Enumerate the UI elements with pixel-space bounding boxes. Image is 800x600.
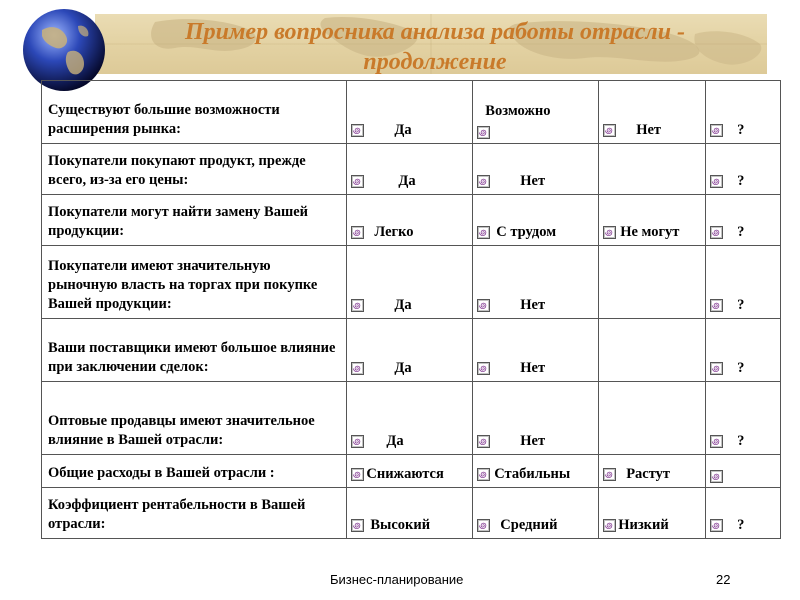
page-number: 22: [716, 572, 731, 587]
swirl-checkbox-icon[interactable]: [351, 362, 364, 375]
option-label: Стабильны: [494, 466, 571, 482]
option-cell[interactable]: [473, 246, 599, 319]
option-label: Нет: [520, 433, 546, 449]
option-label: Нет: [520, 360, 546, 376]
option-cell[interactable]: [473, 488, 599, 539]
question-cell: Существуют большие возможности расширения рынка:: [42, 81, 347, 144]
option-label: ?: [737, 517, 745, 533]
option-label: Да: [398, 173, 416, 189]
swirl-checkbox-icon[interactable]: [710, 124, 723, 137]
swirl-checkbox-icon[interactable]: [351, 519, 364, 532]
option-label: Нет: [520, 173, 546, 189]
table-row: [42, 382, 781, 455]
option-label: Снижаются: [366, 466, 444, 482]
swirl-checkbox-icon[interactable]: [710, 519, 723, 532]
swirl-checkbox-icon[interactable]: [351, 124, 364, 137]
option-label: Не могут: [620, 224, 680, 240]
swirl-checkbox-icon[interactable]: [710, 362, 723, 375]
swirl-checkbox-icon[interactable]: [710, 470, 723, 483]
option-label: Да: [386, 433, 404, 449]
option-label: Легко: [374, 224, 414, 240]
questionnaire-table: [41, 80, 781, 539]
option-cell[interactable]: [706, 144, 781, 195]
swirl-checkbox-icon[interactable]: [477, 299, 490, 312]
table-row: [42, 455, 781, 488]
option-label: Высокий: [370, 517, 431, 533]
table-row: [42, 488, 781, 539]
option-cell: [599, 382, 706, 455]
swirl-checkbox-icon[interactable]: [710, 175, 723, 188]
swirl-checkbox-icon[interactable]: [477, 175, 490, 188]
option-label: ?: [737, 173, 745, 189]
option-cell: [599, 144, 706, 195]
question-cell: Ваши поставщики имеют большое влияние при заключении сделок:: [42, 319, 347, 382]
table-row: [42, 319, 781, 382]
swirl-checkbox-icon[interactable]: [477, 468, 490, 481]
question-cell: Покупатели могут найти замену Вашей продукции:: [42, 195, 347, 246]
option-cell[interactable]: [347, 455, 473, 488]
option-cell[interactable]: [599, 195, 706, 246]
option-cell[interactable]: [706, 488, 781, 539]
option-label: Да: [394, 122, 412, 138]
option-cell[interactable]: [473, 144, 599, 195]
swirl-checkbox-icon[interactable]: [351, 175, 364, 188]
option-cell[interactable]: [347, 195, 473, 246]
option-cell[interactable]: [473, 319, 599, 382]
option-label: ?: [737, 297, 745, 313]
swirl-checkbox-icon[interactable]: [603, 124, 616, 137]
swirl-checkbox-icon[interactable]: [351, 435, 364, 448]
option-label: С трудом: [496, 224, 557, 240]
option-label: ?: [737, 360, 745, 376]
table-row: [42, 81, 781, 144]
option-cell[interactable]: [599, 488, 706, 539]
swirl-checkbox-icon[interactable]: [710, 299, 723, 312]
option-cell[interactable]: [706, 319, 781, 382]
option-cell[interactable]: [473, 81, 599, 144]
option-cell[interactable]: [473, 455, 599, 488]
table-row: [42, 144, 781, 195]
option-label: Растут: [626, 466, 671, 482]
swirl-checkbox-icon[interactable]: [351, 468, 364, 481]
page-title: Пример вопросника анализа работы отрасли - продолжение: [184, 19, 686, 75]
option-cell[interactable]: [599, 81, 706, 144]
table-row: [42, 195, 781, 246]
option-label: ?: [737, 224, 745, 240]
option-label: ?: [737, 433, 745, 449]
option-cell[interactable]: [706, 81, 781, 144]
option-cell[interactable]: [347, 81, 473, 144]
option-cell[interactable]: [347, 319, 473, 382]
swirl-checkbox-icon[interactable]: [477, 226, 490, 239]
option-label: Нет: [520, 297, 546, 313]
option-label: ?: [737, 122, 745, 138]
swirl-checkbox-icon[interactable]: [477, 519, 490, 532]
option-label: Низкий: [618, 517, 669, 533]
table-row: [42, 246, 781, 319]
footer-label: Бизнес-планирование: [330, 572, 464, 587]
swirl-checkbox-icon[interactable]: [351, 299, 364, 312]
question-cell: Общие расходы в Вашей отрасли :: [42, 455, 347, 488]
option-cell[interactable]: [706, 246, 781, 319]
option-label: Средний: [500, 517, 558, 533]
swirl-checkbox-icon[interactable]: [603, 468, 616, 481]
option-cell[interactable]: [347, 382, 473, 455]
option-cell: [599, 246, 706, 319]
option-cell[interactable]: [473, 195, 599, 246]
option-cell[interactable]: [347, 246, 473, 319]
swirl-checkbox-icon[interactable]: [603, 519, 616, 532]
option-cell[interactable]: [706, 195, 781, 246]
option-cell[interactable]: [473, 382, 599, 455]
question-cell: Покупатели имеют значительную рыночную власть на торгах при покупке Вашей продукции:: [42, 246, 347, 319]
swirl-checkbox-icon[interactable]: [603, 226, 616, 239]
swirl-checkbox-icon[interactable]: [477, 126, 490, 139]
swirl-checkbox-icon[interactable]: [477, 362, 490, 375]
swirl-checkbox-icon[interactable]: [710, 226, 723, 239]
option-label: Да: [394, 360, 412, 376]
question-cell: Оптовые продавцы имеют значительное влияние в Вашей отрасли:: [42, 382, 347, 455]
option-cell[interactable]: [347, 144, 473, 195]
swirl-checkbox-icon[interactable]: [710, 435, 723, 448]
question-cell: Коэффициент рентабельности в Вашей отрасли:: [42, 488, 347, 539]
option-label: Да: [394, 297, 412, 313]
option-cell: [599, 319, 706, 382]
option-cell[interactable]: [706, 382, 781, 455]
option-cell[interactable]: [347, 488, 473, 539]
option-label: Возможно: [485, 103, 551, 119]
swirl-checkbox-icon[interactable]: [351, 226, 364, 239]
question-cell: Покупатели покупают продукт, прежде всего, из-за его цены:: [42, 144, 347, 195]
option-cell[interactable]: [706, 455, 781, 488]
swirl-checkbox-icon[interactable]: [477, 435, 490, 448]
option-label: Нет: [636, 122, 662, 138]
option-cell[interactable]: [599, 455, 706, 488]
